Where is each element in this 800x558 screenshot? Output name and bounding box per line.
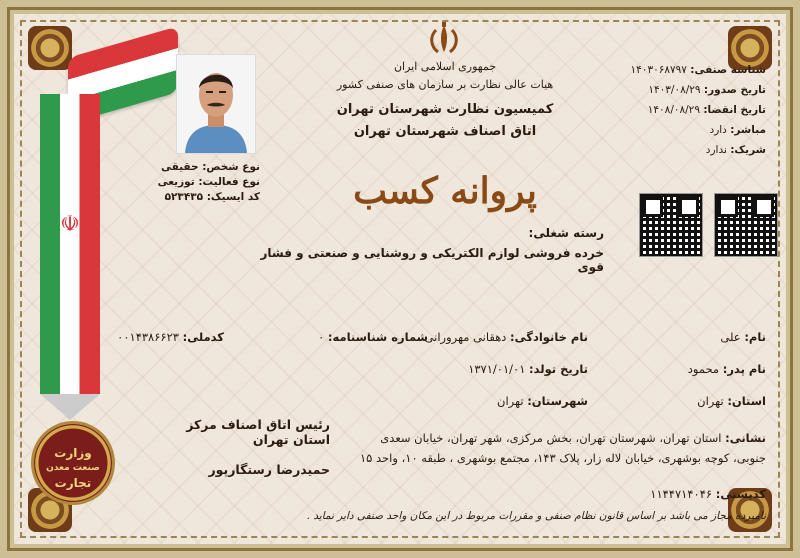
qr-code[interactable] bbox=[714, 193, 778, 257]
license-meta bbox=[586, 60, 766, 160]
isic-row: کد ایسیک: ۵۲۳۴۳۵ bbox=[164, 191, 260, 203]
national-code-row: کدملی: ۰۰۱۴۳۸۶۶۲۳ bbox=[117, 330, 224, 344]
board-line: هیات عالی نظارت بر سازمان های صنفی کشور bbox=[336, 78, 554, 91]
flag-strip bbox=[40, 94, 100, 394]
activity-type-row: نوع فعالیت: توزیعی bbox=[157, 176, 260, 188]
republic-line: جمهوری اسلامی ایران bbox=[393, 60, 497, 73]
surname-row: نام خانوادگی: دهقانی مهرورانی bbox=[424, 330, 588, 344]
document-title: پروانه کسب bbox=[353, 170, 537, 212]
qr-code[interactable] bbox=[639, 193, 703, 257]
issue-date-row: تاریخ صدور: ۱۴۰۳/۰۸/۲۹ bbox=[648, 84, 766, 96]
holder-summary bbox=[150, 160, 260, 205]
city-row: شهرستان: تهران bbox=[497, 394, 588, 408]
seal-line: تجارت bbox=[54, 476, 92, 490]
legal-notice: نامبرده مجاز می باشد بر اساس قانون نظام صنفی و مقررات مربوط در این مکان واحد صنفی دایر نماید . bbox=[306, 510, 766, 522]
postal-code-row: کدپستی: ۱۱۴۴۷۱۴۰۴۶ bbox=[650, 487, 766, 501]
seal-line: صنعت معدن bbox=[46, 463, 100, 473]
name-row: نام: علی bbox=[720, 330, 766, 344]
flag-strip-tip bbox=[40, 394, 100, 420]
iran-emblem-icon bbox=[426, 22, 462, 56]
birth-date-row: تاریخ تولد: ۱۳۷۱/۰۱/۰۱ bbox=[468, 362, 588, 376]
commission-line: کمیسیون نظارت شهرستان تهران bbox=[336, 102, 554, 117]
iran-emblem-icon: ☫ bbox=[60, 212, 80, 237]
ministry-seal bbox=[34, 424, 112, 502]
holder-photo bbox=[176, 54, 256, 154]
chamber-line: اتاق اصناف شهرستان تهران bbox=[353, 124, 537, 139]
signatory-title: رئیس اتاق اصناف مرکز استان تهران bbox=[186, 417, 330, 447]
address-row: نشانی: استان تهران، شهرستان تهران، بخش مرکزی، شهر تهران، خیابان سعدی جنوبی، کوچه بوشهری، خیابان لاله زار، پلاک ۱۴۳، مجتمع بوشهری ، طبقه ۱۰، واحد ۱۵ bbox=[360, 431, 766, 465]
seal-line: وزارت bbox=[54, 446, 92, 460]
person-type-row: نوع شخص: حقیقی bbox=[160, 161, 260, 173]
id-number-row: شماره شناسنامه: ۰ bbox=[318, 330, 428, 344]
father-name-row: نام پدر: محمود bbox=[687, 362, 766, 376]
province-row: استان: تهران bbox=[697, 394, 766, 408]
business-field-value: خرده فروشی لوازم الکتریکی و روشنایی و صنعتی و فشار قوی bbox=[260, 246, 604, 274]
signatory-name: حمیدرضا رستگارپور bbox=[208, 462, 330, 477]
direct-row: مباشر: دارد bbox=[709, 124, 766, 136]
partner-row: شریک: ندارد bbox=[705, 144, 766, 156]
guild-id-row: شناسه صنفی: ۱۴۰۳۰۶۸۷۹۷ bbox=[630, 64, 766, 76]
expiry-date-row: تاریخ انقضا: ۱۴۰۸/۰۸/۲۹ bbox=[647, 104, 766, 116]
business-field-label: رسته شغلی: bbox=[528, 226, 604, 240]
